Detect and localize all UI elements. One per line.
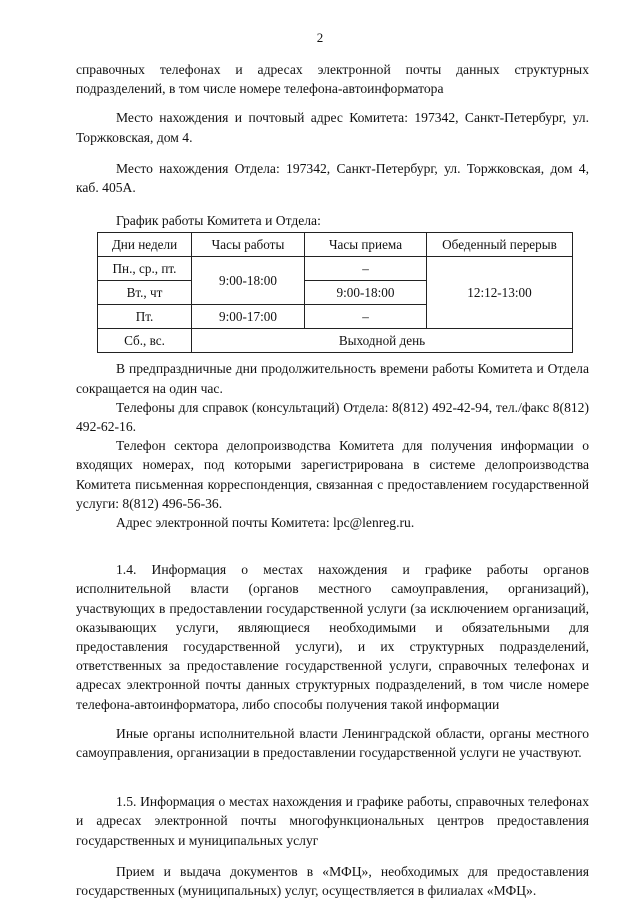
paragraph-continued: справочных телефонах и адресах электронной почты данных структурных подразделений, в том числе номере телефона-автоинформатора [76,62,589,97]
cell-days: Пт. [98,305,192,329]
table-header-row [98,233,573,257]
header-work-hours: Часы работы [192,233,305,257]
header-reception-hours: Часы приема [305,233,427,257]
table-row [98,257,573,281]
cell-days: Пн., ср., пт. [98,257,192,281]
section-1-4-heading: 1.4. Информация о местах нахождения и графике работы органов исполнительной власти (органов местного самоуправления, организаций), участвующих в предоставлении государственной услуги (за исключением организаций, оказывающих услуги, являющиеся необходимыми и обязательными для предоставления государственной услуги), и их структурных подразделений, ответственных за предоставление государственной услуги, справочных телефонах и адресах электронной почты данных структурных подразделений, в том числе номере телефона-автоинформатора, либо способы получения такой информации [76,562,589,712]
paragraph-preholiday: В предпраздничные дни продолжительность времени работы Комитета и Отдела сокращается на один час. [76,361,589,396]
page-number: 2 [316,30,324,45]
table-row [98,329,573,353]
header-lunch-break: Обеденный перерыв [427,233,573,257]
cell-reception: 9:00-18:00 [305,281,427,305]
table-caption: График работы Комитета и Отдела: [116,213,321,229]
paragraph-committee-address: Место нахождения и почтовый адрес Комитета: 197342, Санкт-Петербург, ул. Торжковская, дом 4. [76,110,589,145]
document-body [76,60,589,900]
cell-work-hours: 9:00-17:00 [192,305,305,329]
cell-reception: – [305,305,427,329]
schedule-table [97,232,573,353]
section-1-5-text: Прием и выдача документов в «МФЦ», необходимых для предоставления государственных (муниципальных) услуг, осуществляется в филиалах «МФЦ». [76,863,589,899]
paragraph-records-phone: Телефон сектора делопроизводства Комитета для получения информации о входящих номерах, под которыми зарегистрирована в системе делопроизводства Комитета письменная корреспонденция, связанная с предоставлением государственной услуги: 8(812) 496-56-36. [76,438,589,511]
cell-days: Вт., чт [98,281,192,305]
paragraph-phones: Телефоны для справок (консультаций) Отдела: 8(812) 492-42-94, тел./факс 8(812) 492-62-16. [76,399,589,435]
cell-days: Сб., вс. [98,329,192,353]
section-1-4-text: Иные органы исполнительной власти Ленинградской области, органы местного самоуправления, организации в предоставлении государственной услуги не участвуют. [76,725,589,761]
header-days: Дни недели [98,233,192,257]
cell-work-hours: 9:00-18:00 [192,257,305,305]
section-1-5-heading: 1.5. Информация о местах нахождения и графике работы, справочных телефонах и адресах электронной почты многофункциональных центров предоставления государственных и муниципальных услуг [76,794,589,848]
cell-weekend: Выходной день [192,329,573,353]
paragraph-email: Адрес электронной почты Комитета: lpc@lenreg.ru. [116,515,415,531]
cell-reception: – [305,257,427,281]
cell-lunch-break: 12:12-13:00 [427,257,573,329]
paragraph-department-address: Место нахождения Отдела: 197342, Санкт-Петербург, ул. Торжковская, дом 4, каб. 405А. [76,160,589,196]
